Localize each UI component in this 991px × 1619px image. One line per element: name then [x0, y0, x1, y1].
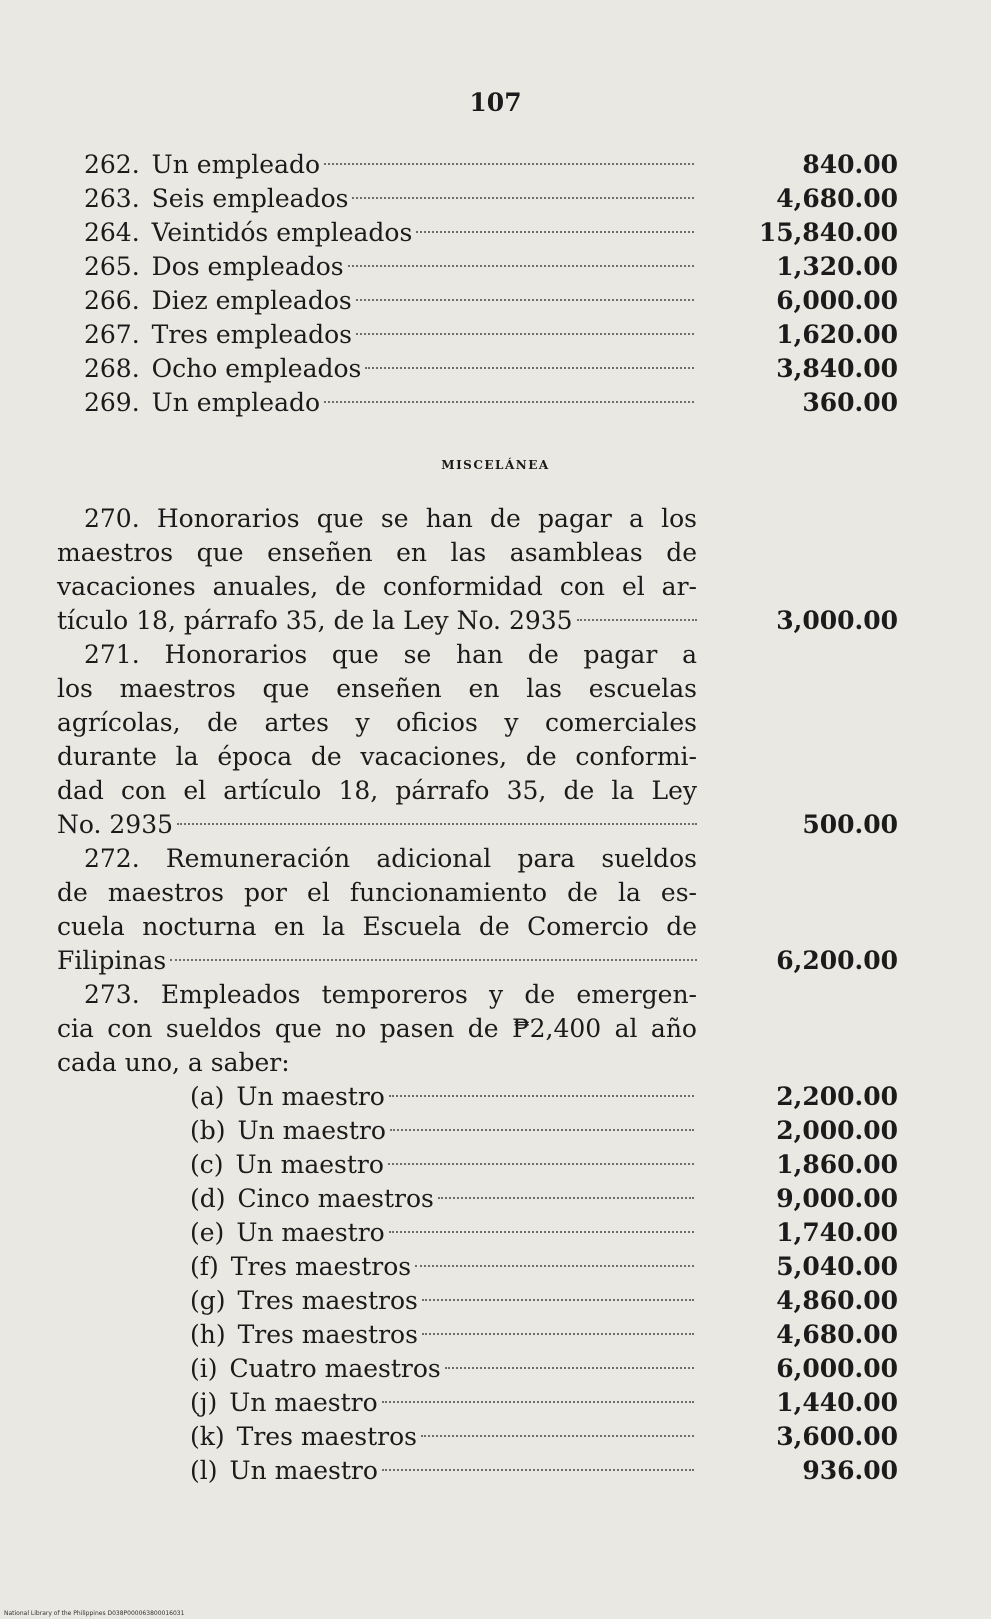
paragraph-line: 271. Honorarios que se han de pagar a [84, 640, 697, 669]
paragraph-item [57, 978, 697, 1080]
sub-item-text: Un maestro [237, 1116, 386, 1145]
item-text: Seis empleados [151, 184, 349, 213]
sub-item-text: Un maestro [229, 1456, 378, 1485]
sub-item [190, 1454, 694, 1488]
paragraph-line: vacaciones anuales, de conformidad con el ar- [57, 572, 697, 601]
item-text: Dos empleados [151, 252, 344, 281]
sub-item [190, 1080, 694, 1114]
item-text: Diez empleados [151, 286, 352, 315]
item-text: Veintidós empleados [151, 218, 413, 247]
section-heading: MISCELÁNEA [441, 458, 550, 472]
paragraph-item [57, 638, 697, 842]
paragraph-line: cada uno, a saber: [57, 1048, 290, 1077]
item-amount: 360.00 [802, 388, 898, 417]
dot-leader [389, 1230, 694, 1233]
item-amount: 840.00 [802, 150, 898, 179]
sub-item-amount: 4,680.00 [776, 1320, 898, 1349]
paragraph-line: cia con sueldos que no pasen de ₱2,400 al año [57, 1014, 697, 1043]
dot-leader [348, 264, 694, 267]
item-amount: 4,680.00 [776, 184, 898, 213]
list-item [84, 284, 694, 318]
sub-item-text: Tres maestros [230, 1252, 412, 1281]
dot-leader [445, 1366, 694, 1369]
sub-item-label: (c) [190, 1150, 224, 1179]
dot-leader [365, 366, 694, 369]
paragraph-line: 272. Remuneración adicional para sueldos [84, 844, 697, 873]
sub-item-amount: 9,000.00 [776, 1184, 898, 1213]
paragraph-line: cuela nocturna en la Escuela de Comercio de [57, 912, 697, 941]
sub-item-label: (a) [190, 1082, 225, 1111]
item-number: 269. [84, 388, 140, 417]
paragraph-amount: 3,000.00 [776, 606, 898, 635]
sub-item [190, 1352, 694, 1386]
sub-item-amount: 3,600.00 [776, 1422, 898, 1451]
sub-item [190, 1284, 694, 1318]
item-number: 267. [84, 320, 140, 349]
sub-item-amount: 6,000.00 [776, 1354, 898, 1383]
dot-leader [415, 1264, 694, 1267]
list-item [84, 216, 694, 250]
dot-leader [356, 332, 694, 335]
sub-item-label: (b) [190, 1116, 226, 1145]
sub-item [190, 1420, 694, 1454]
item-amount: 6,000.00 [776, 286, 898, 315]
sub-item-text: Un maestro [236, 1218, 385, 1247]
dot-leader [438, 1196, 694, 1199]
dot-leader [390, 1128, 694, 1131]
paragraph-amount: 500.00 [802, 810, 898, 839]
item-number: 265. [84, 252, 140, 281]
paragraph-line: dad con el artículo 18, párrafo 35, de la Ley [57, 776, 697, 805]
dot-leader [421, 1434, 694, 1437]
dot-leader [382, 1468, 694, 1471]
sub-item-amount: 1,740.00 [776, 1218, 898, 1247]
paragraph-line: 273. Empleados temporeros y de emergen- [84, 980, 697, 1009]
paragraph-amount: 6,200.00 [776, 946, 898, 975]
item-text: Ocho empleados [151, 354, 362, 383]
sub-item-amount: 1,440.00 [776, 1388, 898, 1417]
sub-item-label: (h) [190, 1320, 226, 1349]
sub-item-text: Cuatro maestros [229, 1354, 441, 1383]
item-number: 263. [84, 184, 140, 213]
sub-item-label: (i) [190, 1354, 218, 1383]
paragraph-line-text: No. 2935 [57, 810, 174, 839]
list-item [84, 318, 694, 352]
item-amount: 15,840.00 [758, 218, 898, 247]
paragraph-line: agrícolas, de artes y oficios y comerciales [57, 708, 697, 737]
item-amount: 3,840.00 [776, 354, 898, 383]
item-text: Un empleado [151, 150, 321, 179]
item-text: Un empleado [151, 388, 321, 417]
scan-footer: National Library of the Philippines D038P000063800016031 [4, 1610, 185, 1617]
list-item [84, 182, 694, 216]
list-item [84, 386, 694, 420]
sub-item-label: (e) [190, 1218, 225, 1247]
sub-item-text: Un maestro [236, 1082, 385, 1111]
list-item [84, 250, 694, 284]
paragraph-line: 270. Honorarios que se han de pagar a los [84, 504, 697, 533]
item-number: 268. [84, 354, 140, 383]
sub-item-text: Cinco maestros [237, 1184, 434, 1213]
paragraph-line: de maestros por el funcionamiento de la es- [57, 878, 697, 907]
sub-item [190, 1114, 694, 1148]
item-number: 262. [84, 150, 140, 179]
paragraph-line-last [57, 944, 697, 978]
sub-item-amount: 4,860.00 [776, 1286, 898, 1315]
sub-item [190, 1250, 694, 1284]
sub-item-label: (l) [190, 1456, 218, 1485]
dot-leader [170, 958, 697, 961]
dot-leader [577, 618, 697, 621]
paragraph-line: los maestros que enseñen en las escuelas [57, 674, 697, 703]
sub-item-amount: 2,200.00 [776, 1082, 898, 1111]
item-amount: 1,320.00 [776, 252, 898, 281]
item-amount: 1,620.00 [776, 320, 898, 349]
page-number: 107 [469, 88, 522, 117]
sub-item [190, 1386, 694, 1420]
sub-item-label: (f) [190, 1252, 219, 1281]
sub-item-amount: 1,860.00 [776, 1150, 898, 1179]
dot-leader [324, 162, 694, 165]
sub-item-label: (k) [190, 1422, 225, 1451]
list-item [84, 352, 694, 386]
paragraph-line-last [57, 808, 697, 842]
paragraph-line-text: Filipinas [57, 946, 167, 975]
sub-item-label: (g) [190, 1286, 226, 1315]
sub-item [190, 1216, 694, 1250]
sub-item-text: Un maestro [235, 1150, 384, 1179]
item-number: 264. [84, 218, 140, 247]
paragraph-line: durante la época de vacaciones, de conformi- [57, 742, 697, 771]
sub-item-amount: 2,000.00 [776, 1116, 898, 1145]
dot-leader [382, 1400, 694, 1403]
sub-item-amount: 936.00 [802, 1456, 898, 1485]
sub-item-label: (j) [190, 1388, 218, 1417]
paragraph-line-last [57, 604, 697, 638]
paragraph-item [57, 502, 697, 638]
dot-leader [422, 1298, 694, 1301]
sub-item-text: Tres maestros [236, 1422, 417, 1451]
dot-leader [389, 1094, 694, 1097]
sub-item-text: Un maestro [229, 1388, 378, 1417]
list-item [84, 148, 694, 182]
paragraph-item [57, 842, 697, 978]
sub-item [190, 1148, 694, 1182]
paragraph-line-text: tículo 18, párrafo 35, de la Ley No. 2935 [57, 606, 573, 635]
paragraph-line: maestros que enseñen en las asambleas de [57, 538, 697, 567]
sub-item-amount: 5,040.00 [776, 1252, 898, 1281]
dot-leader [356, 298, 694, 301]
dot-leader [422, 1332, 694, 1335]
sub-item-label: (d) [190, 1184, 226, 1213]
item-text: Tres empleados [151, 320, 352, 349]
dot-leader [416, 230, 694, 233]
sub-item [190, 1182, 694, 1216]
sub-item-text: Tres maestros [237, 1320, 418, 1349]
sub-item [190, 1318, 694, 1352]
dot-leader [352, 196, 694, 199]
item-number: 266. [84, 286, 140, 315]
dot-leader [177, 822, 697, 825]
dot-leader [324, 400, 694, 403]
dot-leader [388, 1162, 694, 1165]
sub-item-text: Tres maestros [237, 1286, 418, 1315]
